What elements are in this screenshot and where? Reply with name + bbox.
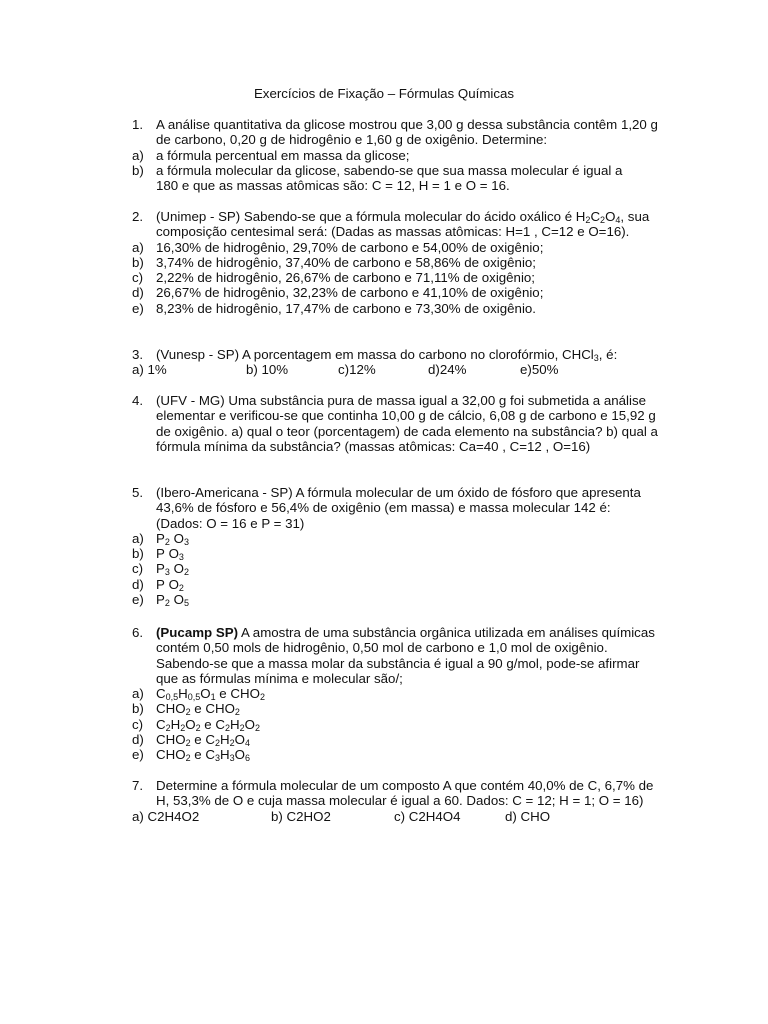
option-d: d)24% [428,362,467,378]
question-3 [132,347,660,378]
question-2 [132,209,660,316]
question-text: (Unimep - SP) Sabendo-se que a fórmula molecular do ácido oxálico é $H_2C_2O_4$, sua composição centesimal será: (Dadas as massas atômicas: H=1 , C=12 e O=16). [156,209,650,240]
question-1 [132,117,660,193]
option-b-continued: 180 e que as massas atômicas são: C = 12, H = 1 e O = 16. [156,178,510,194]
option-e: e) 8,23% de hidrogênio, 17,47% de carbono e 73,30% de oxigênio. [132,300,536,316]
option-a: a) a fórmula percentual em massa da glicose; [132,147,410,163]
question-text: (Vunesp - SP) A porcentagem em massa do carbono no clorofórmio, CHCl$_3$, é: [156,347,618,363]
option-c: c) $P_3$ $O_2$ [132,561,189,578]
question-text: Determine a fórmula molecular de um composto A que contém 40,0% de C, 6,7% de H, 53,3% de O e cuja massa molecular é igual a 60. Dados: C = 12; H = 1; O = 16) [156,778,654,809]
question-number: 3. [132,347,144,362]
option-e: e)50% [520,362,559,378]
options-row [132,809,660,824]
question-number: 6. [132,625,144,640]
option-b: b) C2HO2 [271,808,331,824]
question-4 [132,393,660,454]
question-6 [132,625,660,763]
question-number: 2. [132,209,144,224]
option-a: a) C2H4O2 [132,808,200,824]
question-text: (Ibero-Americana - SP) A fórmula molecular de um óxido de fósforo que apresenta 43,6% de fósforo e 56,4% de oxigênio (em massa) e massa molecular 142 é: (Dados: O = 16 e P = 31) [156,485,641,531]
page-title: Exercícios de Fixação – Fórmulas Químicas [253,86,515,101]
question-text: (UFV - MG) Uma substância pura de massa igual a 32,00 g foi submetida a análise elementar e verificou-se que continha 10,00 g de cálcio, 6,08 g de carbono e 15,92 g de oxigênio. a) qual o teor (porcentagem) de cada elemento na substância? b) qual a fórmula mínima da substância? (massas atômicas: Ca=40 , C=12 , O=16) [156,393,658,454]
question-number: 5. [132,485,144,500]
options-row [132,362,660,377]
option-c: c) 2,22% de hidrogênio, 26,67% de carbono e 71,11% de oxigênio; [132,270,536,286]
option-c: c) C2H4O4 [394,808,461,824]
option-b: b) a fórmula molecular da glicose, sabendo-se que sua massa molecular é igual a [132,162,623,178]
question-text: A análise quantitativa da glicose mostrou que 3,00 g dessa substância contêm 1,20 g de carbono, 0,20 g de hidrogênio e 1,60 g de oxigênio. Determine: [156,117,658,148]
option-d: d) P $O_2$ [132,576,184,593]
option-a: a) $P_2$ $O_3$ [132,530,189,547]
option-d: d) $CHO_2$ e $C_2H_2O_4$ [132,732,250,749]
question-number: 7. [132,778,144,793]
question-number: 4. [132,393,144,408]
option-a: a) $C_{0,5}H_{0,5}O_1$ e $CHO_2$ [132,686,265,703]
option-b: b) 3,74% de hidrogênio, 37,40% de carbono e 58,86% de oxigênio; [132,254,536,270]
question-7 [132,778,660,824]
option-b: b) P $O_3$ [132,546,184,563]
option-d: d) CHO [505,808,551,824]
option-a: a) 1% [132,362,167,378]
option-a: a) 16,30% de hidrogênio, 29,70% de carbono e 54,00% de oxigênio; [132,239,544,255]
option-b: b) 10% [246,362,289,378]
option-d: d) 26,67% de hidrogênio, 32,23% de carbono e 41,10% de oxigênio; [132,285,544,301]
option-b: b) $CHO_2$ e $CHO_2$ [132,701,240,718]
option-e: e) $P_2$ $O_5$ [132,592,189,609]
question-5 [132,485,660,607]
option-c: c) $C_2H_2O_2$ e $C_2H_2O_2$ [132,716,260,733]
option-e: e) $CHO_2$ e $C_3H_3O_6$ [132,747,250,764]
question-number: 1. [132,117,144,132]
question-text: (Pucamp SP) A amostra de uma substância orgânica utilizada em análises químicas contém 0,50 mols de hidrogênio, 0,50 mol de carbono e 1,0 mol de oxigênio. Sabendo-se que a massa molar da substância é igual a 90 g/mol, pode-se afirmar que as fórmulas mínima e molecular são/; [156,625,655,686]
option-c: c)12% [338,362,376,378]
